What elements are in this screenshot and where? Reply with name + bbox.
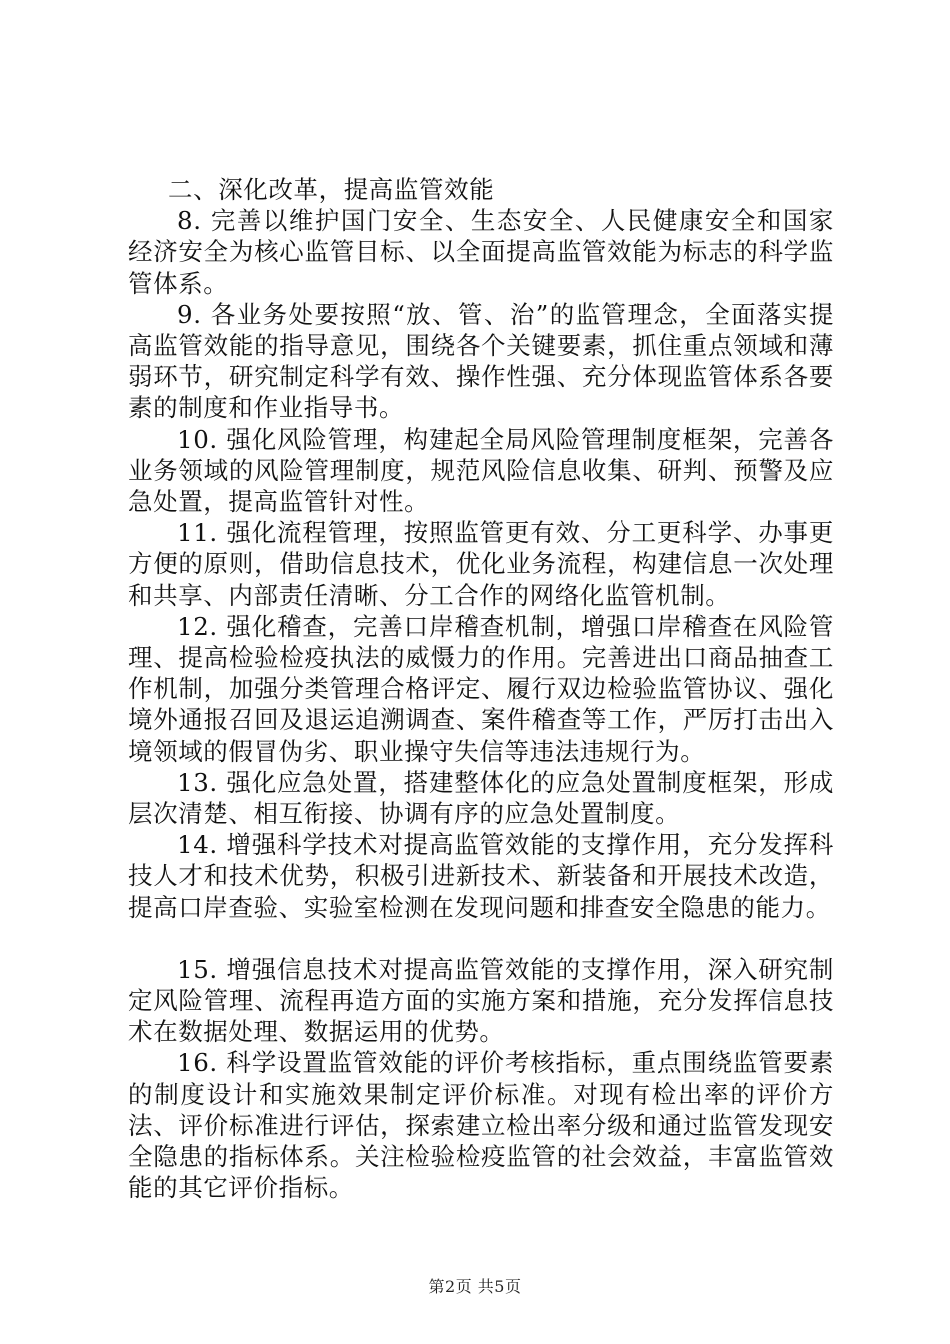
paragraph-15: 15. 增强信息技术对提高监管效能的支撑作用，深入研究制定风险管理、流程再造方面的实施方案和措施，充分发挥信息技术在数据处理、数据运用的优势。	[128, 954, 834, 1047]
paragraph-14: 14. 增强科学技术对提高监管效能的支撑作用，充分发挥科技人才和技术优势，积极引进新技术、新装备和开展技术改造，提高口岸查验、实验室检测在发现问题和排查安全隐患的能力。	[128, 830, 834, 922]
paragraph-16: 16. 科学设置监管效能的评价考核指标，重点围绕监管要素的制度设计和实施效果制定评价标准。对现有检出率的评价方法、评价标准进行评估，探索建立检出率分级和通过监管发现安全隐患的指标体系。关注检验检疫监管的社会效益，丰富监管效能的其它评价指标。	[128, 1048, 834, 1203]
paragraph-10: 10. 强化风险管理，构建起全局风险管理制度框架，完善各业务领域的风险管理制度，规范风险信息收集、研判、预警及应急处置，提高监管针对性。	[128, 424, 834, 517]
paragraph-11: 11. 强化流程管理，按照监管更有效、分工更科学、办事更方便的原则，借助信息技术，优化业务流程，构建信息一次处理和共享、内部责任清晰、分工合作的网络化监管机制。	[128, 518, 834, 610]
page-number-footer: 第2页 共5页	[428, 1277, 522, 1296]
paragraph-8: 8. 完善以维护国门安全、生态安全、人民健康安全和国家经济安全为核心监管目标、以全面提高监管效能为标志的科学监管体系。	[128, 206, 834, 298]
paragraph-gap	[128, 923, 834, 954]
paragraph-13: 13. 强化应急处置，搭建整体化的应急处置制度框架，形成层次清楚、相互衔接、协调有序的应急处置制度。	[128, 767, 834, 829]
paragraph-9: 9. 各业务处要按照“放、管、治”的监管理念，全面落实提高监管效能的指导意见，围绕各个关键要素，抓住重点领域和薄弱环节，研究制定科学有效、操作性强、充分体现监管体系各要素的制度和作业指导书。	[128, 299, 834, 423]
document-body	[128, 174, 834, 1204]
paragraph-12: 12. 强化稽查，完善口岸稽查机制，增强口岸稽查在风险管理、提高检验检疫执法的威慑力的作用。完善进出口商品抽查工作机制，加强分类管理合格评定、履行双边检验监管协议、强化境外通报召回及退运追溯调查、案件稽查等工作，严厉打击出入境领域的假冒伪劣、职业操守失信等违法违规行为。	[128, 611, 834, 766]
section-heading: 二、深化改革，提高监管效能	[168, 175, 495, 204]
